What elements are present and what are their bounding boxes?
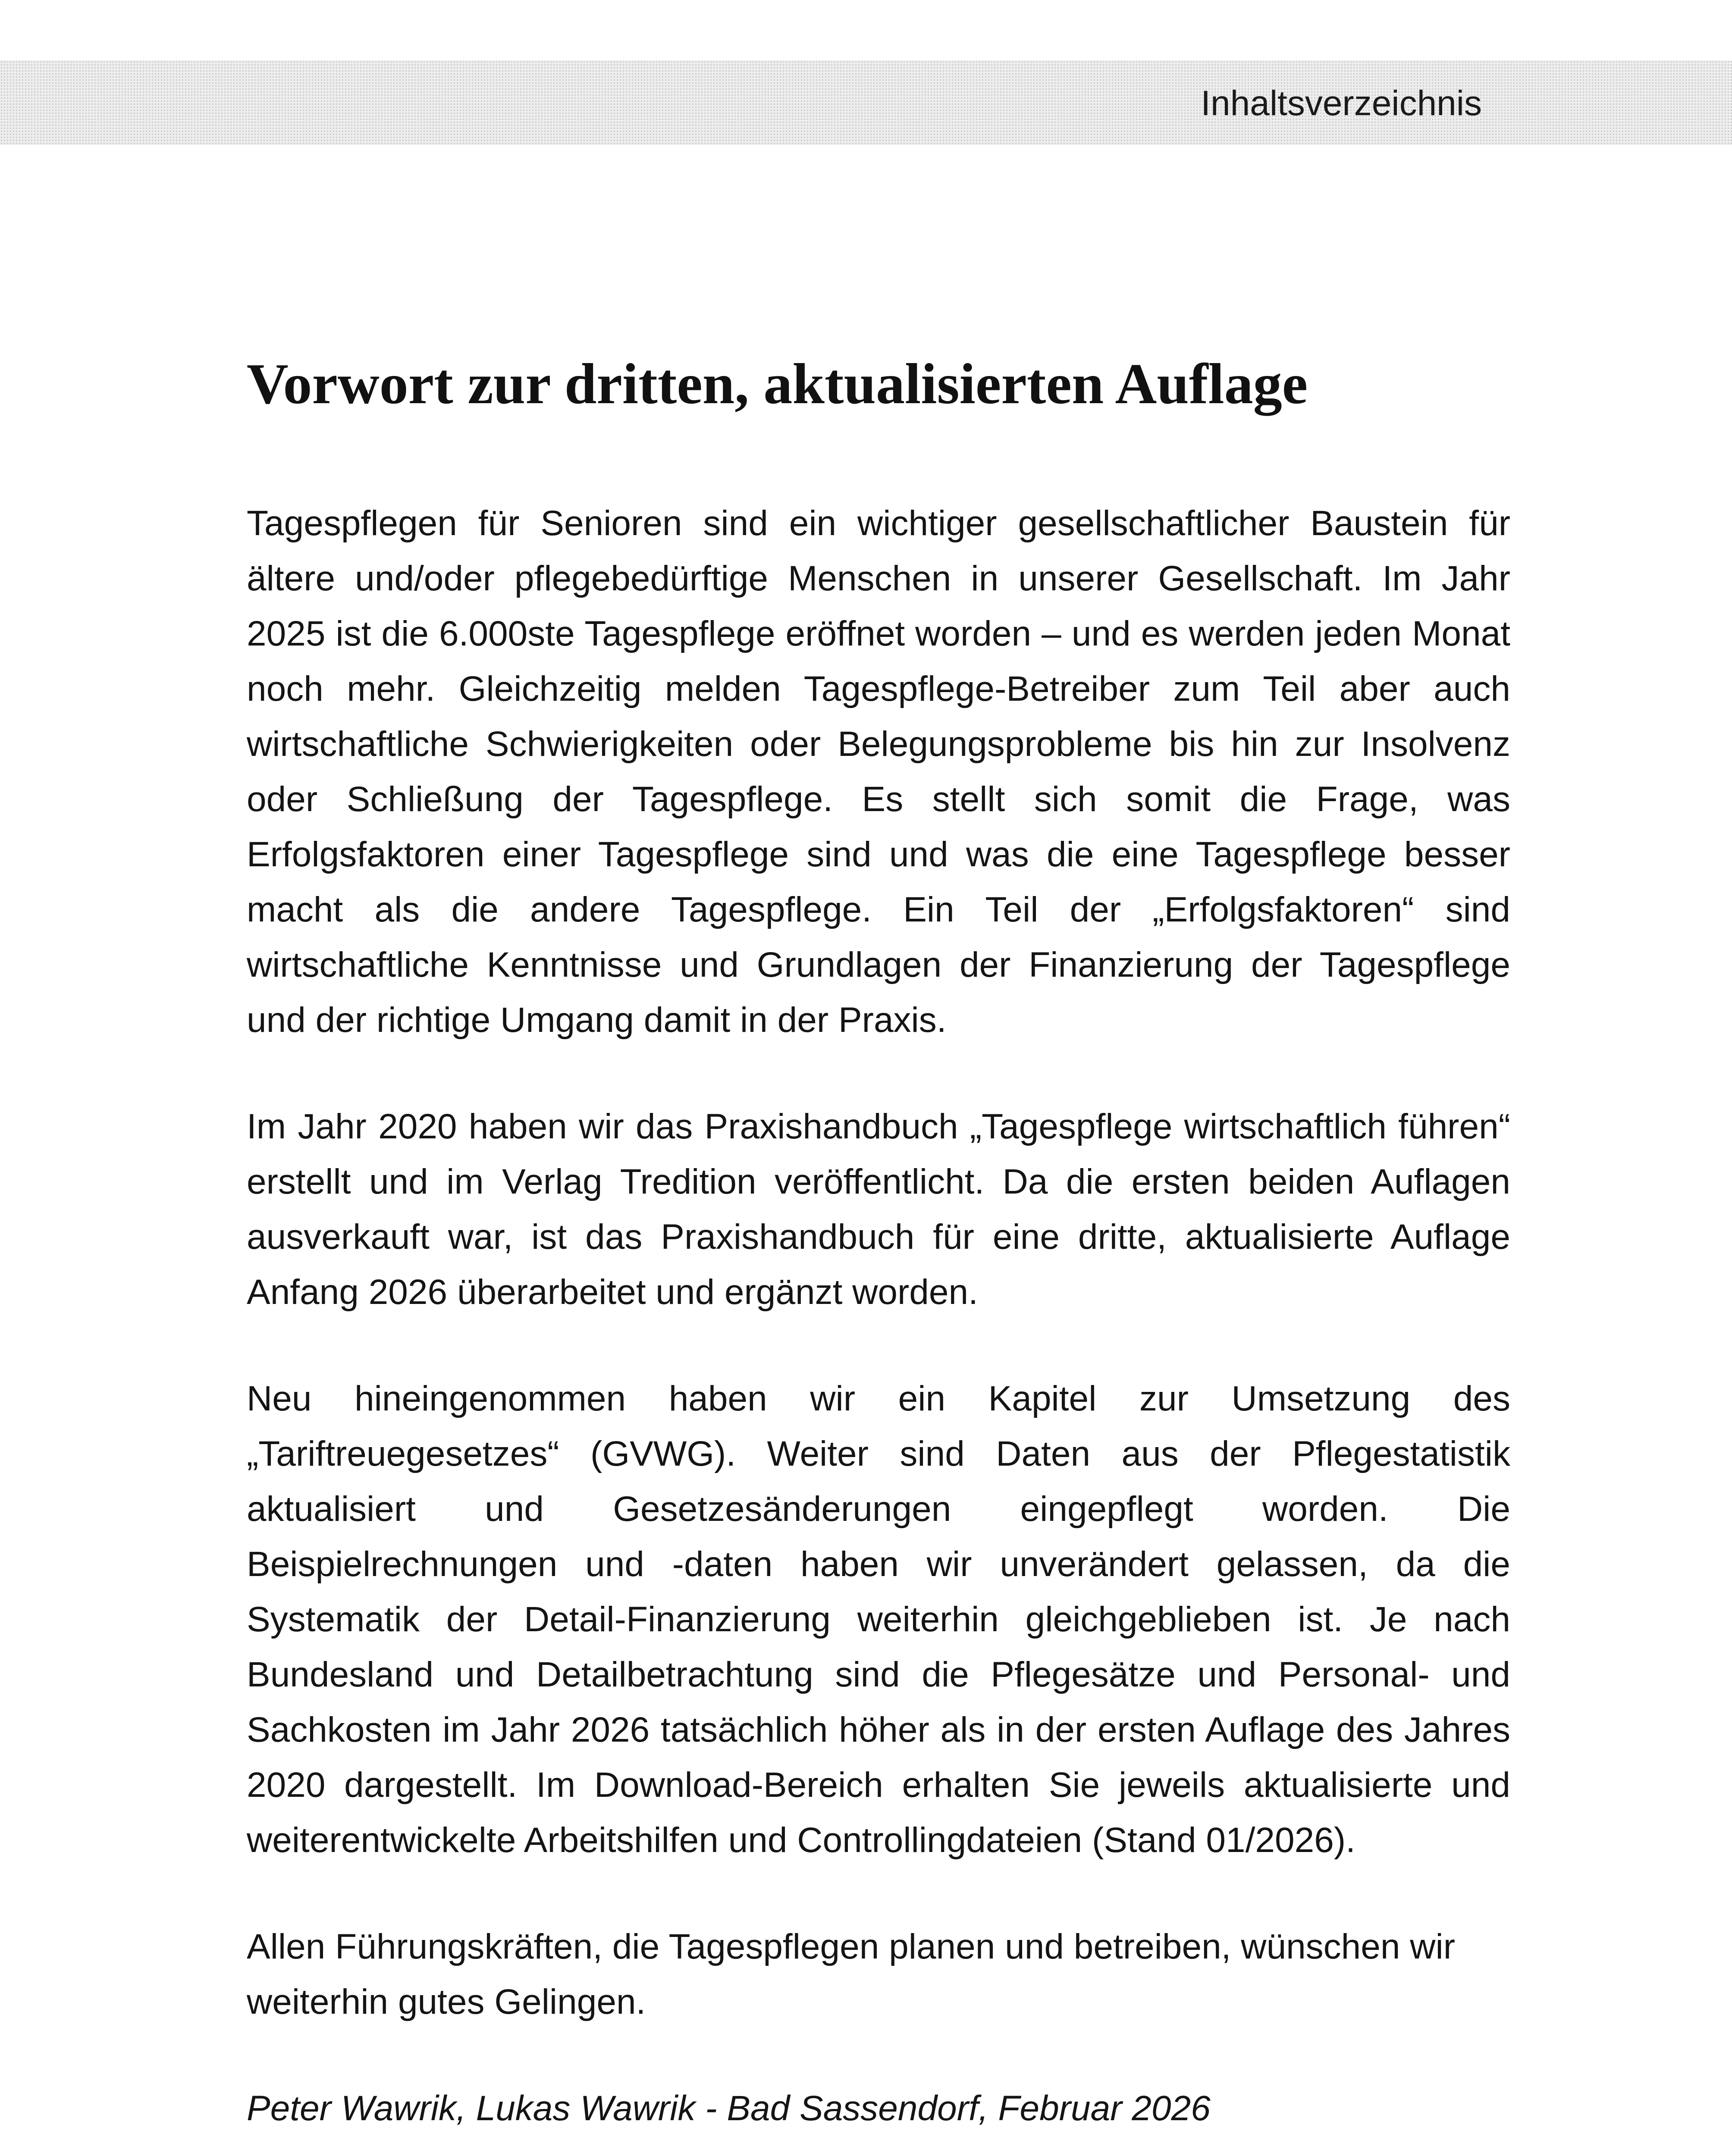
- page-title: Vorwort zur dritten, aktualisierten Auflage: [247, 352, 1308, 416]
- author-signature: Peter Wawrik, Lukas Wawrik - Bad Sassendorf, Februar 2026: [247, 2089, 1211, 2128]
- paragraph-1: Tagespflegen für Senioren sind ein wichtiger gesellschaftlicher Baustein für ältere und/oder pflegebedürftige Menschen in unserer Gesellschaft. Im Jahr 2025 ist die 6.000ste Tagespflege eröffnet worden – und es werden jeden Monat noch mehr. Gleichzeitig melden Tagespflege-Betreiber zum Teil aber auch wirtschaftliche Schwierigkeiten oder Belegungsprobleme bis hin zur Insolvenz oder Schließung der Tagespflege. Es stellt sich somit die Frage, was Erfolgsfaktoren einer Tagespflege sind und was die eine Tagespflege besser macht als die andere Tagespflege. Ein Teil der „Erfolgsfaktoren“ sind wirtschaftliche Kenntnisse und Grundlagen der Finanzierung der Tagespflege und der richtige Umgang damit in der Praxis.: [247, 504, 1510, 1040]
- paragraph-3: Neu hineingenommen haben wir ein Kapitel zur Umsetzung des „Tariftreuegesetzes“ (GVWG). Weiter sind Daten aus der Pflegestatistik aktualisiert und Gesetzesänderungen eingepflegt worden. Die Beispielrechnungen und -daten haben wir unverändert gelassen, da die Systematik der Detail-Finanzierung weiterhin gleichgeblieben ist. Je nach Bundesland und Detailbetrachtung sind die Pflegesätze und Personal- und Sachkosten im Jahr 2026 tatsächlich höher als in der ersten Auflage des Jahres 2020 dargestellt. Im Download-Bereich erhalten Sie jeweils aktualisierte und weiterentwickelte Arbeitshilfen und Controllingdateien (Stand 01/2026).: [247, 1379, 1510, 1860]
- paragraph-2: Im Jahr 2020 haben wir das Praxishandbuch „Tagespflege wirtschaftlich führen“ erstellt und im Verlag Tredition veröffentlicht. Da die ersten beiden Auflagen ausverkauft war, ist das Praxishandbuch für eine dritte, aktualisierte Auflage Anfang 2026 überarbeitet und ergänzt worden.: [247, 1107, 1510, 1312]
- paragraph-4: Allen Führungskräften, die Tagespflegen planen und betreiben, wünschen wir weiterhin gutes Gelingen.: [247, 1927, 1456, 2021]
- page-header-band: [0, 60, 1732, 145]
- running-head: Inhaltsverzeichnis: [1201, 84, 1482, 123]
- main-content: [247, 349, 1510, 2136]
